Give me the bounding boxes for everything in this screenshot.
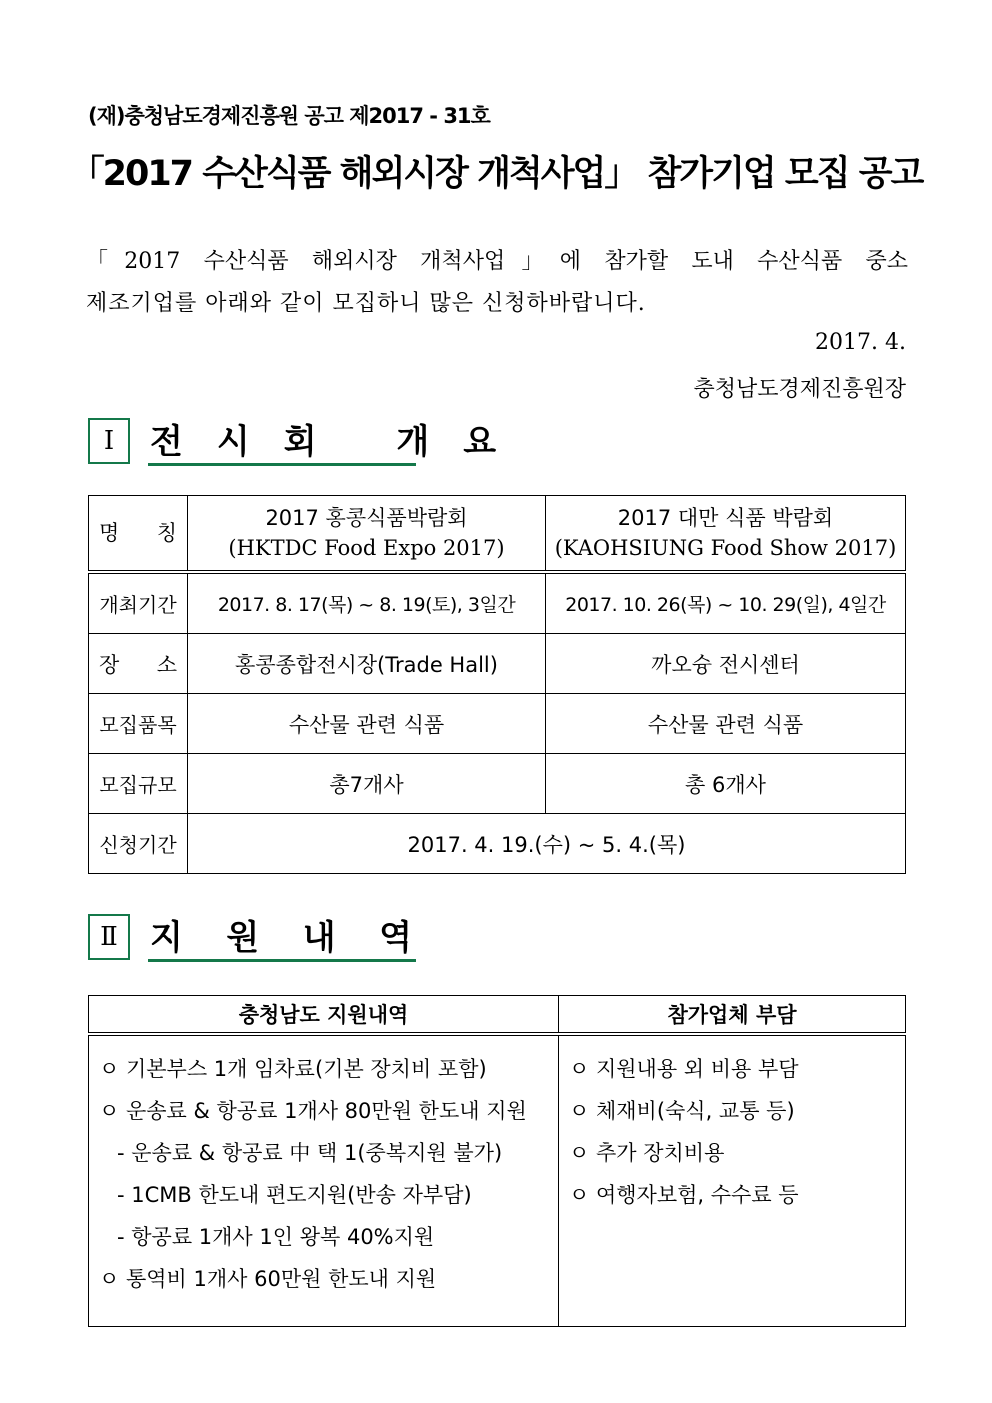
items-2: 수산물 관련 식품	[546, 694, 906, 754]
table-header-row	[89, 996, 906, 1035]
list-item: - 항공료 1개사 1인 왕복 40%지원	[117, 1225, 435, 1249]
application-period-label: 신청기간	[89, 814, 188, 874]
intro-line-1: 「2017 수산식품 해외시장 개척사업」에 참가할 도내 수산식품 중소	[86, 249, 908, 274]
venue-2: 까오슝 전시센터	[546, 634, 906, 694]
notice-date: 2017. 4.	[815, 330, 906, 355]
table-row	[89, 754, 906, 814]
table-row	[89, 634, 906, 694]
period-label: 개최기간	[89, 572, 188, 634]
venue-label: 장 소	[89, 634, 188, 694]
table-row	[89, 814, 906, 874]
list-item: - 1CMB 한도내 편도지원(반송 자부담)	[117, 1183, 472, 1207]
list-item: ㅇ 여행자보험, 수수료 등	[569, 1183, 799, 1207]
list-item: ㅇ 운송료 & 항공료 1개사 80만원 한도내 지원	[99, 1099, 527, 1123]
list-item: ㅇ 체재비(숙식, 교통 등)	[569, 1099, 795, 1123]
table-header-row	[89, 496, 906, 573]
application-period: 2017. 4. 19.(수) ~ 5. 4.(목)	[188, 814, 906, 874]
section-1-number: Ⅰ	[88, 418, 130, 464]
list-item: ㅇ 기본부스 1개 임차료(기본 장치비 포함)	[99, 1057, 487, 1081]
scale-2: 총 6개사	[546, 754, 906, 814]
list-item: ㅇ 통역비 1개사 60만원 한도내 지원	[99, 1267, 437, 1291]
province-support-header: 충청남도 지원내역	[89, 996, 559, 1035]
items-label: 모집품목	[89, 694, 188, 754]
table-row	[89, 1034, 906, 1327]
company-burden-list	[559, 1034, 906, 1327]
section-2-title-text: 지 원 내 역	[150, 918, 412, 958]
company-burden-header: 참가업체 부담	[559, 996, 906, 1035]
signer: 충청남도경제진흥원장	[693, 377, 906, 402]
scale-1: 총7개사	[188, 754, 546, 814]
notice-number: (재)충청남도경제진흥원 공고 제2017 - 31호	[88, 104, 490, 128]
section-2-title	[148, 910, 416, 962]
province-support-list	[89, 1034, 559, 1327]
list-item: ㅇ 추가 장치비용	[569, 1141, 725, 1165]
list-item: ㅇ 지원내용 외 비용 부담	[569, 1057, 799, 1081]
items-1: 수산물 관련 식품	[188, 694, 546, 754]
venue-1: 홍콩종합전시장(Trade Hall)	[188, 634, 546, 694]
exhibition-2-name: 2017 대만 식품 박람회 (KAOHSIUNG Food Show 2017)	[546, 496, 906, 573]
support-table	[88, 995, 906, 1327]
section-1-title: 전시회 개요	[148, 414, 416, 466]
page-title: 「2017 수산식품 해외시장 개척사업」 참가기업 모집 공고	[69, 154, 923, 194]
period-2: 2017. 10. 26(목) ~ 10. 29(일), 4일간	[546, 572, 906, 634]
table-row	[89, 572, 906, 634]
table-row	[89, 694, 906, 754]
list-item: - 운송료 & 항공료 中 택 1(중복지원 불가)	[117, 1141, 503, 1165]
exhibition-1-name: 2017 홍콩식품박람회 (HKTDC Food Expo 2017)	[188, 496, 546, 573]
exhibition-table	[88, 495, 906, 874]
intro-line-2: 제조기업를 아래와 같이 모집하니 많은 신청하바랍니다.	[86, 291, 646, 316]
section-2-number: Ⅱ	[88, 914, 130, 960]
scale-label: 모집규모	[89, 754, 188, 814]
name-label: 명 칭	[89, 496, 188, 573]
period-1: 2017. 8. 17(목) ~ 8. 19(토), 3일간	[188, 572, 546, 634]
